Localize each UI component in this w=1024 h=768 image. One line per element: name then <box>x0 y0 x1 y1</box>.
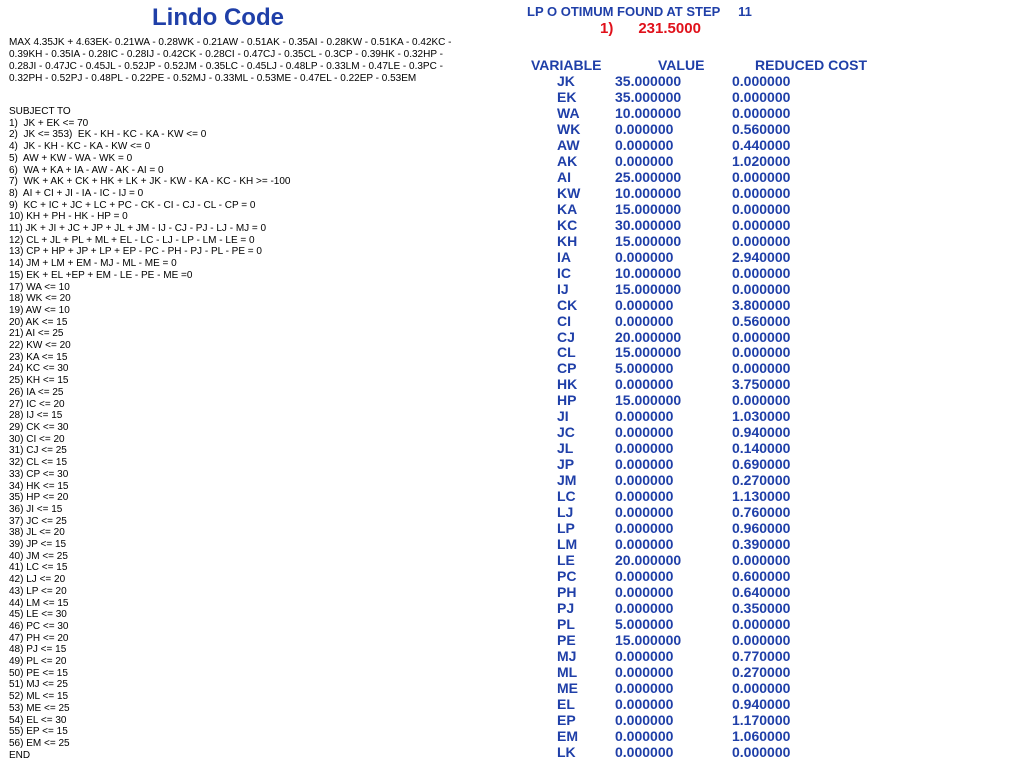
constraints-list <box>9 106 291 761</box>
variable-value: 0.000000 <box>615 440 674 457</box>
variable-value: 0.000000 <box>615 424 674 441</box>
table-row <box>557 105 817 121</box>
reduced-cost: 0.000000 <box>732 264 791 281</box>
constraint-line: 22) KW <= 20 <box>9 340 71 352</box>
variable-name: IA <box>557 248 571 265</box>
constraint-line: 38) JL <= 20 <box>9 527 65 539</box>
variable-value: 15.000000 <box>615 200 682 217</box>
variable-name: EL <box>557 695 575 712</box>
variable-value: 15.000000 <box>615 280 682 297</box>
constraint-line: 26) IA <= 25 <box>9 386 64 398</box>
variable-value: 0.000000 <box>615 504 674 521</box>
variable-value: 20.000000 <box>615 328 682 345</box>
constraint-line: 15) EK + EL +EP + EM - LE - PE - ME =0 <box>9 269 193 281</box>
table-row <box>557 600 817 616</box>
constraint-line: 52) ML <= 15 <box>9 691 69 703</box>
constraint-line: 34) HK <= 15 <box>9 480 69 492</box>
header-value: VALUE <box>658 57 705 73</box>
table-row <box>557 408 817 424</box>
variable-value: 35.000000 <box>615 73 682 89</box>
variable-value: 5.000000 <box>615 360 674 377</box>
variable-value: 0.000000 <box>615 376 674 393</box>
variable-name: CK <box>557 296 578 313</box>
constraint-line: 27) IC <= 20 <box>9 398 65 410</box>
table-row <box>557 73 817 89</box>
constraint-line: 40) JM <= 25 <box>9 550 68 562</box>
table-row <box>557 504 817 520</box>
table-row <box>557 664 817 680</box>
objective-function: MAX 4.35JK + 4.63EK- 0.21WA - 0.28WK - 0.21AW - 0.51AK - 0.35AI - 0.28KW - 0.51KA - 0.42KC - 0.39KH - 0.35IA - 0.28IC - 0.28IJ - 0.42CK - 0.28CI - 0.47CJ - 0.35CL - 0.3CP - 0.39HK - 0.32HP - 0.28JI - 0.47JC - 0.45JL - 0.52JP - 0.52JM - 0.35LC - 0.45LJ - 0.48LP - 0.33LM - 0.47LE - 0.3PC - 0.32PH - 0.52PJ - 0.48PL - 0.22PE - 0.52MJ - 0.33ML - 0.53ME - 0.47EL - 0.22EP - 0.53EM <box>9 37 452 84</box>
constraint-line: 7) WK + AK + CK + HK + LK + JK - KW - KA - KC - KH >= -100 <box>9 176 291 188</box>
reduced-cost: 0.000000 <box>732 184 791 201</box>
variable-name: WA <box>557 104 580 121</box>
table-row <box>557 568 817 584</box>
reduced-cost: 1.060000 <box>732 727 791 744</box>
variable-value: 0.000000 <box>615 152 674 169</box>
variable-name: KC <box>557 216 578 233</box>
reduced-cost: 1.020000 <box>732 152 791 169</box>
constraint-line: 10) KH + PH - HK - HP = 0 <box>9 211 128 223</box>
table-row <box>557 536 817 552</box>
reduced-cost: 0.940000 <box>732 424 791 441</box>
constraint-line: 18) WK <= 20 <box>9 293 71 305</box>
variable-name: LJ <box>557 504 574 521</box>
reduced-cost: 0.350000 <box>732 599 791 616</box>
constraint-line: 33) CP <= 30 <box>9 468 69 480</box>
constraint-line: 24) KC <= 30 <box>9 363 69 375</box>
reduced-cost: 0.600000 <box>732 568 791 585</box>
variable-name: JI <box>557 408 569 425</box>
reduced-cost: 0.000000 <box>732 631 791 648</box>
variable-value: 15.000000 <box>615 392 682 409</box>
table-row <box>557 297 817 313</box>
variable-name: ML <box>557 663 578 680</box>
reduced-cost: 0.690000 <box>732 456 791 473</box>
constraint-line: 36) JI <= 15 <box>9 503 63 515</box>
variable-value: 0.000000 <box>615 136 674 153</box>
variable-name: CL <box>557 344 576 361</box>
variable-value: 0.000000 <box>615 647 674 664</box>
constraint-line: 21) AI <= 25 <box>9 328 64 340</box>
variable-name: IC <box>557 264 571 281</box>
constraint-line: 2) JK <= 353) EK - KH - KC - KA - KW <= 0 <box>9 129 207 141</box>
constraint-line: 54) EL <= 30 <box>9 714 67 726</box>
constraint-line: 17) WA <= 10 <box>9 281 70 293</box>
reduced-cost: 0.000000 <box>732 360 791 377</box>
variable-value: 0.000000 <box>615 536 674 553</box>
reduced-cost: 0.000000 <box>732 743 791 760</box>
reduced-cost: 0.000000 <box>732 104 791 121</box>
lp-status-header: LP O OTIMUM FOUND AT STEP 11 <box>527 4 752 19</box>
reduced-cost: 0.000000 <box>732 88 791 105</box>
reduced-cost: 1.170000 <box>732 711 791 728</box>
constraint-line: END <box>9 749 31 761</box>
table-row <box>557 584 817 600</box>
constraint-line: 42) LJ <= 20 <box>9 574 66 586</box>
variable-name: KH <box>557 232 578 249</box>
table-row <box>557 233 817 249</box>
constraint-line: 48) PJ <= 15 <box>9 644 67 656</box>
reduced-cost: 0.640000 <box>732 584 791 600</box>
reduced-cost: 0.000000 <box>732 328 791 345</box>
reduced-cost: 0.960000 <box>732 520 791 537</box>
reduced-cost: 0.390000 <box>732 536 791 553</box>
table-row <box>557 249 817 265</box>
header-reduced-cost: REDUCED COST <box>755 57 868 73</box>
table-row <box>557 728 817 744</box>
variable-value: 0.000000 <box>615 408 674 425</box>
variable-name: LM <box>557 536 578 553</box>
variable-name: LP <box>557 520 575 537</box>
reduced-cost: 0.560000 <box>732 120 791 137</box>
variable-name: ME <box>557 679 578 696</box>
variable-name: LK <box>557 743 576 760</box>
variable-name: WK <box>557 120 581 137</box>
table-row <box>557 488 817 504</box>
variable-value: 0.000000 <box>615 599 674 616</box>
constraint-line: 49) PL <= 20 <box>9 656 67 668</box>
constraint-line: 23) KA <= 15 <box>9 351 68 363</box>
variable-value: 0.000000 <box>615 679 674 696</box>
variable-value: 0.000000 <box>615 584 674 600</box>
table-row <box>557 376 817 392</box>
table-row <box>557 360 817 376</box>
variable-name: KA <box>557 200 578 217</box>
variable-name: HK <box>557 376 578 393</box>
table-row <box>557 680 817 696</box>
reduced-cost: 0.000000 <box>732 200 791 217</box>
constraint-line: 39) JP <= 15 <box>9 539 67 551</box>
reduced-cost: 0.000000 <box>732 392 791 409</box>
reduced-cost: 1.130000 <box>732 488 791 505</box>
variable-value: 0.000000 <box>615 488 674 505</box>
variable-name: EK <box>557 88 577 105</box>
table-row <box>557 313 817 329</box>
constraint-line: 6) WA + KA + IA - AW - AK - AI = 0 <box>9 164 164 176</box>
constraint-line: 37) JC <= 25 <box>9 515 67 527</box>
constraint-line: 29) CK <= 30 <box>9 421 69 433</box>
constraint-line: 55) EP <= 15 <box>9 726 68 738</box>
table-row <box>557 281 817 297</box>
variable-value: 15.000000 <box>615 232 682 249</box>
variable-value: 0.000000 <box>615 695 674 712</box>
table-row <box>557 153 817 169</box>
constraint-line: 44) LM <= 15 <box>9 597 69 609</box>
constraint-line: 20) AK <= 15 <box>9 316 68 328</box>
constraint-line: 50) PE <= 15 <box>9 667 68 679</box>
constraint-line: 41) LC <= 15 <box>9 562 68 574</box>
variable-value: 0.000000 <box>615 296 674 313</box>
reduced-cost: 0.760000 <box>732 504 791 521</box>
table-row <box>557 392 817 408</box>
variable-value: 35.000000 <box>615 88 682 105</box>
variable-value: 0.000000 <box>615 248 674 265</box>
variable-name: JC <box>557 424 575 441</box>
table-row <box>557 344 817 360</box>
constraint-line: 28) IJ <= 15 <box>9 410 63 422</box>
constraint-line: 1) JK + EK <= 70 <box>9 117 89 129</box>
reduced-cost: 0.560000 <box>732 312 791 329</box>
reduced-cost: 0.000000 <box>732 552 791 569</box>
variable-name: JM <box>557 472 577 489</box>
reduced-cost: 0.440000 <box>732 136 791 153</box>
constraint-line: 43) LP <= 20 <box>9 585 67 597</box>
constraint-line: 56) EM <= 25 <box>9 737 70 749</box>
variable-name: LE <box>557 552 575 569</box>
reduced-cost: 2.940000 <box>732 248 791 265</box>
reduced-cost: 0.270000 <box>732 472 791 489</box>
table-row <box>557 520 817 536</box>
variable-name: AW <box>557 136 580 153</box>
variable-value: 0.000000 <box>615 120 674 137</box>
reduced-cost: 0.140000 <box>732 440 791 457</box>
variable-value: 0.000000 <box>615 663 674 680</box>
variable-name: JP <box>557 456 575 473</box>
reduced-cost: 0.770000 <box>732 647 791 664</box>
variable-name: CI <box>557 312 571 329</box>
constraint-line: 25) KH <= 15 <box>9 375 69 387</box>
page-title: Lindo Code <box>152 4 284 31</box>
constraint-line: 46) PC <= 30 <box>9 620 69 632</box>
constraint-line: 5) AW + KW - WA - WK = 0 <box>9 152 133 164</box>
variable-value: 15.000000 <box>615 344 682 361</box>
table-row <box>557 121 817 137</box>
variable-value: 0.000000 <box>615 472 674 489</box>
table-row <box>557 137 817 153</box>
constraint-line: 35) HP <= 20 <box>9 492 69 504</box>
variable-name: PH <box>557 584 577 600</box>
variable-value: 10.000000 <box>615 264 682 281</box>
reduced-cost: 0.000000 <box>732 344 791 361</box>
variable-value: 0.000000 <box>615 711 674 728</box>
objective-value: 1) 231.5000 <box>600 20 701 37</box>
variable-value: 10.000000 <box>615 104 682 121</box>
constraint-line: SUBJECT TO <box>9 106 71 117</box>
constraint-line: 8) AI + CI + JI - IA - IC - IJ = 0 <box>9 187 144 199</box>
variable-name: PJ <box>557 599 575 616</box>
variable-value: 0.000000 <box>615 568 674 585</box>
variable-name: PE <box>557 631 576 648</box>
table-row <box>557 185 817 201</box>
reduced-cost: 0.940000 <box>732 695 791 712</box>
variable-name: EM <box>557 727 578 744</box>
table-row <box>557 89 817 105</box>
table-row <box>557 456 817 472</box>
table-row <box>557 632 817 648</box>
variable-value: 0.000000 <box>615 456 674 473</box>
variable-name: IJ <box>557 280 569 297</box>
variable-value: 0.000000 <box>615 312 674 329</box>
variable-name: JK <box>557 73 575 89</box>
table-row <box>557 169 817 185</box>
table-row <box>557 265 817 281</box>
variable-name: JL <box>557 440 574 457</box>
reduced-cost: 0.000000 <box>732 280 791 297</box>
table-row <box>557 472 817 488</box>
table-row <box>557 696 817 712</box>
reduced-cost: 1.030000 <box>732 408 791 425</box>
reduced-cost: 3.750000 <box>732 376 791 393</box>
variable-value: 25.000000 <box>615 168 682 185</box>
constraint-line: 53) ME <= 25 <box>9 702 70 714</box>
results-table <box>557 73 817 760</box>
variable-name: EP <box>557 711 576 728</box>
variable-name: PL <box>557 615 575 632</box>
constraint-line: 14) JM + LM + EM - MJ - ML - ME = 0 <box>9 258 177 270</box>
table-row <box>557 616 817 632</box>
variable-name: HP <box>557 392 577 409</box>
constraint-line: 31) CJ <= 25 <box>9 445 67 457</box>
constraint-line: 51) MJ <= 25 <box>9 679 68 691</box>
variable-name: CJ <box>557 328 575 345</box>
variable-value: 0.000000 <box>615 727 674 744</box>
variable-name: AI <box>557 168 571 185</box>
variable-value: 30.000000 <box>615 216 682 233</box>
table-row <box>557 552 817 568</box>
constraint-line: 12) CL + JL + PL + ML + EL - LC - LJ - LP - LM - LE = 0 <box>9 234 255 246</box>
constraint-line: 4) JK - KH - KC - KA - KW <= 0 <box>9 141 151 153</box>
table-row <box>557 744 817 760</box>
constraint-line: 11) JK + JI + JC + JP + JL + JM - IJ - CJ - PJ - LJ - MJ = 0 <box>9 223 267 235</box>
constraint-line: 47) PH <= 20 <box>9 632 69 644</box>
constraint-line: 9) KC + IC + JC + LC + PC - CK - CI - CJ - CL - CP = 0 <box>9 199 256 211</box>
table-row <box>557 424 817 440</box>
variable-name: AK <box>557 152 578 169</box>
reduced-cost: 0.000000 <box>732 216 791 233</box>
reduced-cost: 0.270000 <box>732 663 791 680</box>
table-row <box>557 712 817 728</box>
header-variable: VARIABLE <box>531 57 602 73</box>
reduced-cost: 0.000000 <box>732 73 791 89</box>
variable-value: 10.000000 <box>615 184 682 201</box>
reduced-cost: 0.000000 <box>732 232 791 249</box>
table-row <box>557 440 817 456</box>
constraint-line: 30) CI <= 20 <box>9 433 65 445</box>
table-row <box>557 648 817 664</box>
variable-name: KW <box>557 184 581 201</box>
variable-value: 0.000000 <box>615 520 674 537</box>
reduced-cost: 0.000000 <box>732 679 791 696</box>
variable-name: MJ <box>557 647 577 664</box>
table-row <box>557 329 817 345</box>
reduced-cost: 0.000000 <box>732 615 791 632</box>
constraint-line: 13) CP + HP + JP + LP + EP - PC - PH - PJ - PL - PE = 0 <box>9 246 262 258</box>
constraint-line: 45) LE <= 30 <box>9 609 67 621</box>
variable-name: LC <box>557 488 576 505</box>
reduced-cost: 0.000000 <box>732 168 791 185</box>
table-row <box>557 201 817 217</box>
variable-name: PC <box>557 568 577 585</box>
table-row <box>557 217 817 233</box>
constraint-line: 32) CL <= 15 <box>9 457 68 469</box>
variable-value: 0.000000 <box>615 743 674 760</box>
variable-value: 20.000000 <box>615 552 682 569</box>
constraint-line: 19) AW <= 10 <box>9 304 70 316</box>
reduced-cost: 3.800000 <box>732 296 791 313</box>
variable-value: 5.000000 <box>615 615 674 632</box>
variable-value: 15.000000 <box>615 631 682 648</box>
variable-name: CP <box>557 360 577 377</box>
